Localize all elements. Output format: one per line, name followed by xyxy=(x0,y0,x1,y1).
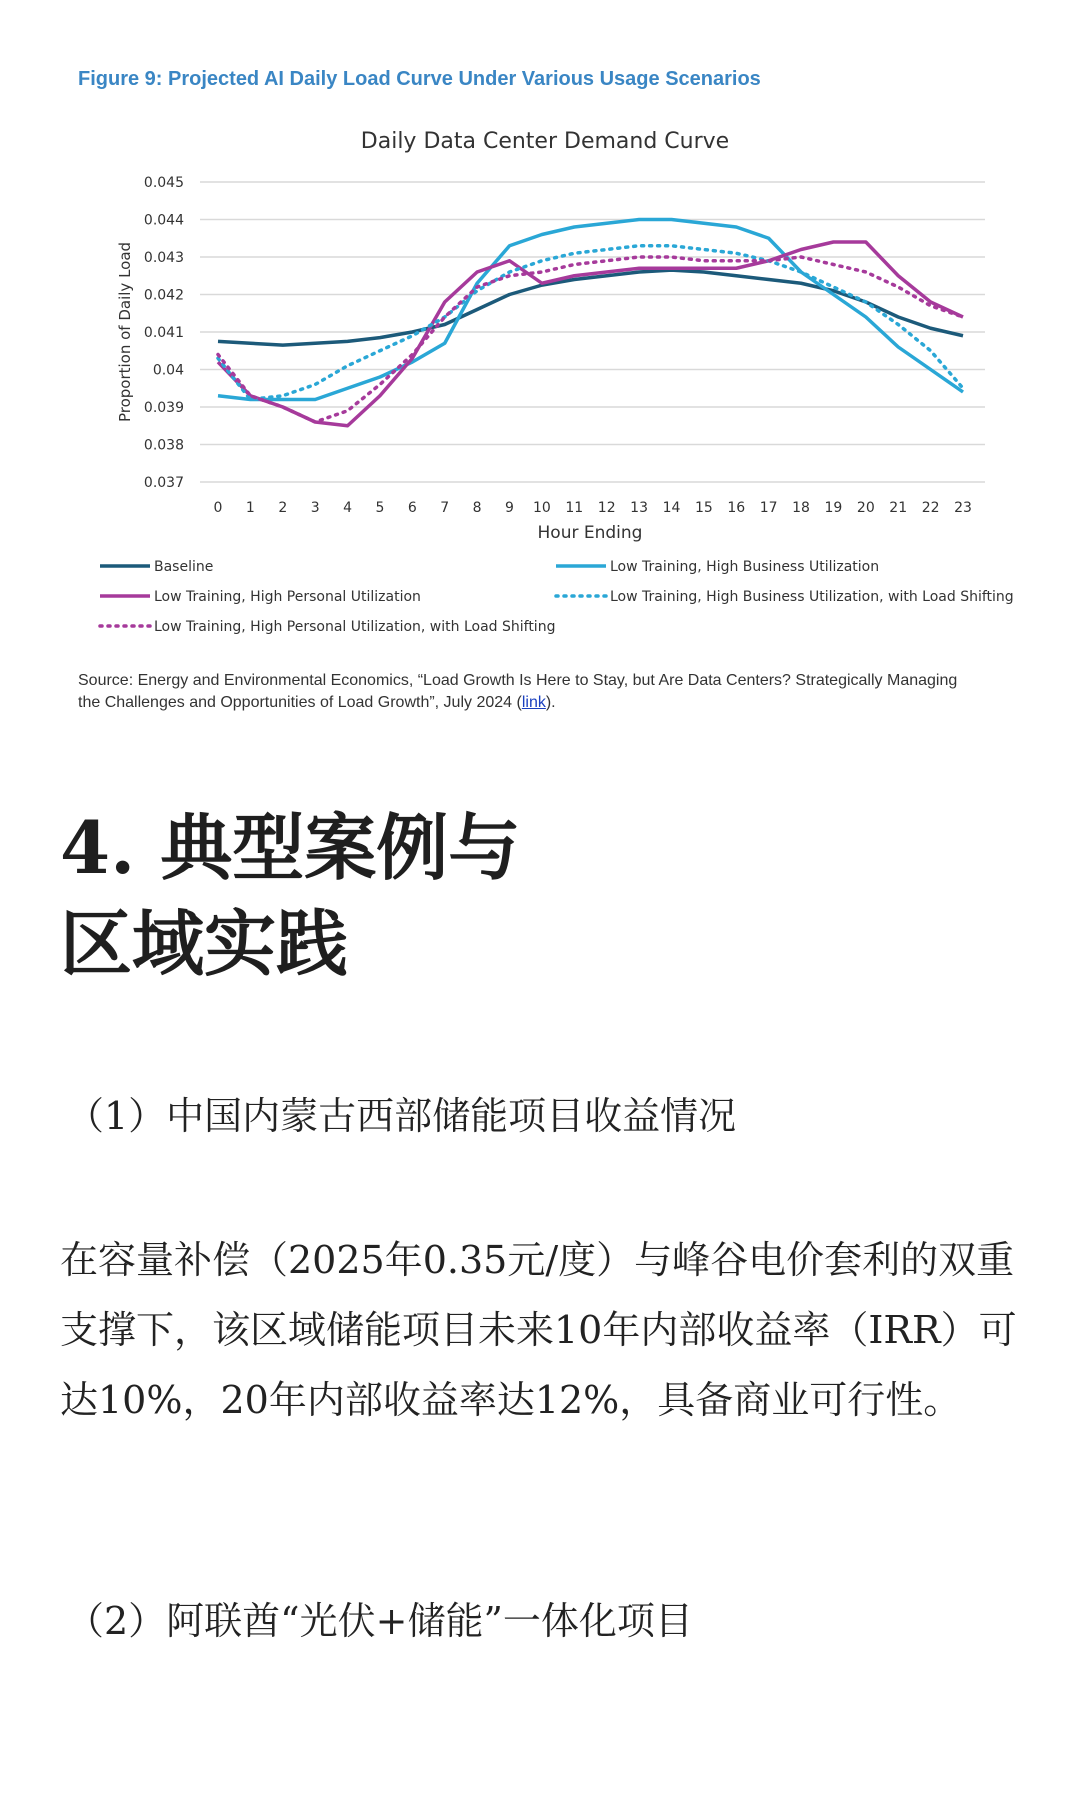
source-link[interactable]: link xyxy=(521,694,546,711)
legend-label: Low Training, High Business Utilization, with Load Shifting xyxy=(610,589,1014,605)
x-tick-label: 17 xyxy=(759,500,778,516)
y-tick-label: 0.04 xyxy=(152,362,184,379)
x-tick-label: 10 xyxy=(532,500,551,516)
x-tick-label: 14 xyxy=(662,500,681,516)
legend-label: Baseline xyxy=(154,559,214,575)
x-tick-label: 22 xyxy=(921,500,940,516)
series-line-2 xyxy=(218,220,963,400)
x-tick-label: 1 xyxy=(245,500,255,516)
legend-label: Low Training, High Personal Utilization xyxy=(154,589,421,605)
y-tick-label: 0.043 xyxy=(143,250,184,266)
x-tick-label: 4 xyxy=(343,500,353,516)
x-tick-label: 15 xyxy=(694,500,713,516)
y-tick-label: 0.039 xyxy=(143,400,184,416)
x-tick-label: 9 xyxy=(505,500,514,516)
demand-curve-chart xyxy=(0,110,1080,650)
x-tick-label: 12 xyxy=(597,500,616,516)
y-tick-label: 0.042 xyxy=(143,287,184,304)
chart-title: Daily Data Center Demand Curve xyxy=(360,129,730,154)
x-tick-label: 3 xyxy=(310,500,320,516)
x-tick-label: 11 xyxy=(565,500,584,516)
subheading-uae: （2）阿联酋“光伏+储能”一体化项目 xyxy=(66,1599,693,1643)
body-paragraph: 在容量补偿（2025年0.35元/度）与峰谷电价套利的双重支撑下，该区域储能项目未来10年内部收益率（IRR）可达10%，20年内部收益率达12%，具备商业可行性。 xyxy=(60,1238,1017,1422)
series-line-5 xyxy=(218,257,963,422)
legend-label: Low Training, High Business Utilization xyxy=(610,559,880,575)
x-tick-label: 20 xyxy=(856,500,875,516)
source-end: ). xyxy=(545,694,556,711)
figure-title: Figure 9: Projected AI Daily Load Curve Under Various Usage Scenarios xyxy=(78,68,761,90)
subheading-inner-mongolia: （1）中国内蒙古西部储能项目收益情况 xyxy=(66,1094,737,1138)
source-text: Source: Energy and Environmental Economics, “Load Growth Is Here to Stay, but Are Data Centers? Strategically Managing the Challenges and Opportunities of Load Growth”, July 2024 ( xyxy=(78,672,958,711)
y-tick-label: 0.041 xyxy=(143,325,184,341)
y-tick-label: 0.038 xyxy=(143,437,184,454)
x-tick-label: 23 xyxy=(954,500,972,516)
x-tick-label: 18 xyxy=(792,500,810,516)
legend-label: Low Training, High Personal Utilization, with Load Shifting xyxy=(154,619,556,635)
x-axis-label: Hour Ending xyxy=(537,523,643,543)
y-tick-label: 0.045 xyxy=(143,175,184,191)
chart-legend xyxy=(100,559,1014,635)
x-tick-label: 7 xyxy=(440,500,450,516)
heading-line-1: 4. 典型案例与 xyxy=(60,805,521,890)
x-tick-label: 13 xyxy=(630,500,649,516)
y-tick-label: 0.037 xyxy=(143,475,184,491)
y-axis-label: Proportion of Daily Load xyxy=(116,241,134,423)
x-tick-label: 19 xyxy=(824,500,843,516)
heading-line-2: 区域实践 xyxy=(60,901,349,986)
series-line-3 xyxy=(218,242,963,426)
x-tick-label: 16 xyxy=(727,500,746,516)
section-heading xyxy=(60,800,520,992)
x-tick-label: 0 xyxy=(213,500,223,516)
x-tick-label: 21 xyxy=(889,500,908,516)
y-tick-label: 0.044 xyxy=(143,212,184,229)
x-tick-label: 6 xyxy=(407,500,417,516)
x-tick-label: 2 xyxy=(278,500,288,516)
x-tick-label: 5 xyxy=(375,500,385,516)
figure-source xyxy=(78,670,978,714)
x-tick-label: 8 xyxy=(472,500,482,516)
